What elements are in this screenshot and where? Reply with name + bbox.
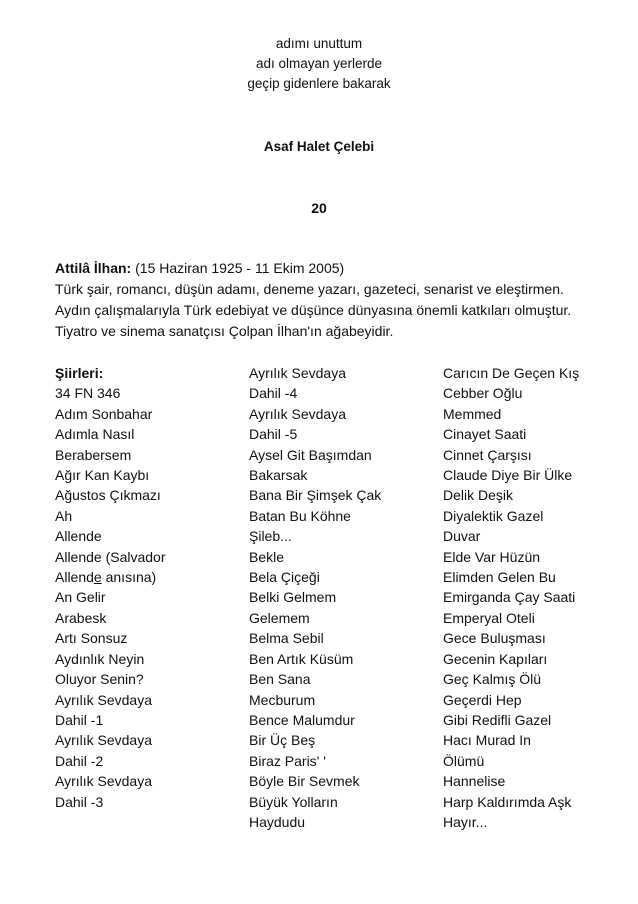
poem-title: Ayrılık Sevdaya [55, 691, 153, 708]
poem-title: Aysel Git Başımdan [249, 446, 372, 463]
poem-title: Elde Var Hüzün [443, 548, 541, 565]
poem-line: adımı unuttum [275, 36, 363, 51]
poem-author: Asaf Halet Çelebi [263, 139, 375, 154]
poem-title: Bela Çiçeği [249, 569, 320, 586]
poem-title: Gecenin Kapıları [443, 650, 548, 667]
poem-title: Gelemem [249, 609, 310, 626]
poem-column-2 [249, 363, 381, 832]
poem-title: Batan Bu Köhne [249, 507, 351, 524]
poem-title: Arabesk [55, 609, 107, 626]
poem-title: Hannelise [443, 773, 506, 790]
poem-title: Bence Malumdur [249, 711, 355, 728]
poem-title: Adımla Nasıl [55, 426, 135, 443]
poem-title: Carıcın De Geçen Kış [443, 365, 580, 381]
poem-title: 34 FN 346 [55, 385, 121, 402]
poem-title: Bakarsak [249, 467, 308, 484]
poem-title: Ayrılık Sevdaya [55, 732, 153, 749]
poem-title: Mecburum [249, 691, 316, 708]
poem-title: Adım Sonbahar [55, 405, 153, 422]
poem-title: Gibi Redifli Gazel [443, 711, 552, 728]
bio-name: Attilâ İlhan: [55, 260, 132, 276]
poem-title: Geç Kalmış Ölü [443, 671, 542, 688]
poem-title: Memmed [443, 405, 502, 422]
poem-title: Harp Kaldırımda Aşk [443, 793, 572, 810]
poem-title: Cinayet Saati [443, 426, 527, 443]
page-number: 20 [311, 200, 327, 216]
poem-title: Elimden Gelen Bu [443, 569, 556, 586]
poem-title: Duvar [443, 528, 481, 545]
poem-title: Ağustos Çıkmazı [55, 487, 161, 504]
poem-title: Cebber Oğlu [443, 385, 523, 402]
poem-title: Aydınlık Neyin [55, 650, 145, 667]
poem-title: Ah [55, 507, 73, 524]
poem-title: Artı Sonsuz [55, 630, 128, 647]
poem-title: Dahil -4 [249, 385, 298, 402]
poem-title: Böyle Bir Sevmek [249, 773, 360, 790]
poem-title: Oluyor Senin? [55, 671, 144, 688]
poem-title: Ayrılık Sevdaya [249, 405, 347, 422]
poem-title: Bir Üç Beş [249, 732, 316, 749]
poem-title: Ölümü [443, 752, 485, 769]
poem-title: Hayır... [443, 813, 488, 830]
poem-title: Ağır Kan Kaybı [55, 467, 150, 484]
poem-line: adı olmayan yerlerde [255, 56, 383, 71]
poem-title: Biraz Paris' ' [249, 752, 326, 769]
poem-title: Gece Buluşması [443, 630, 546, 647]
poem-title: Hacı Murad In [443, 732, 531, 749]
poem-title: Dahil -1 [55, 711, 104, 728]
poem-title: Emirganda Çay Saati [443, 589, 576, 606]
poem-excerpt [0, 34, 638, 94]
poem-title: Geçerdi Hep [443, 691, 522, 708]
poem-title: Allende anısına) [55, 569, 157, 586]
poem-title: Emperyal Oteli [443, 609, 535, 626]
poem-title: Dahil -2 [55, 752, 104, 769]
poem-title: Dahil -5 [249, 426, 298, 443]
poem-title: Allende [55, 528, 102, 545]
poem-title: Bekle [249, 548, 285, 565]
poem-title: Belki Gelmem [249, 589, 337, 606]
poem-title: Cinnet Çarşısı [443, 446, 532, 463]
poem-title: Allende (Salvador [55, 548, 166, 565]
poem-title: Ayrılık Sevdaya [249, 365, 347, 381]
poem-column-1 [55, 363, 166, 812]
poem-title: Bana Bir Şimşek Çak [249, 487, 382, 504]
poem-title: Belma Sebil [249, 630, 324, 647]
poem-title: Dahil -3 [55, 793, 104, 810]
poem-title: Diyalektik Gazel [443, 507, 544, 524]
poem-title: Büyük Yolların [249, 793, 338, 810]
poem-title: Ben Artık Küsüm [249, 650, 354, 667]
poem-title: Ayrılık Sevdaya [55, 773, 153, 790]
poem-title: Haydudu [249, 813, 306, 830]
biography [55, 258, 595, 342]
poem-title: An Gelir [55, 589, 106, 606]
poem-line: geçip gidenlere bakarak [247, 76, 391, 91]
poem-title: Delik Deşik [443, 487, 514, 504]
poems-heading: Şiirleri: [55, 365, 104, 381]
bio-text: Türk şair, romancı, düşün adamı, deneme yazarı, gazeteci, senarist ve eleştirmen. Aydın çalışmalarıyla Türk edebiyat ve düşünce dünyasına önemli katkıları olmuştur. Tiyatro ve sinema sanatçısı Çolpan İlhan'ın ağabeyidir. [55, 281, 572, 339]
poem-column-3 [443, 363, 579, 832]
poem-title: Şileb... [249, 528, 292, 545]
bio-dates: (15 Haziran 1925 - 11 Ekim 2005) [131, 260, 345, 276]
poem-title: Claude Diye Bir Ülke [443, 467, 573, 484]
poem-title: Ben Sana [249, 671, 311, 688]
poem-title: Berabersem [55, 446, 132, 463]
